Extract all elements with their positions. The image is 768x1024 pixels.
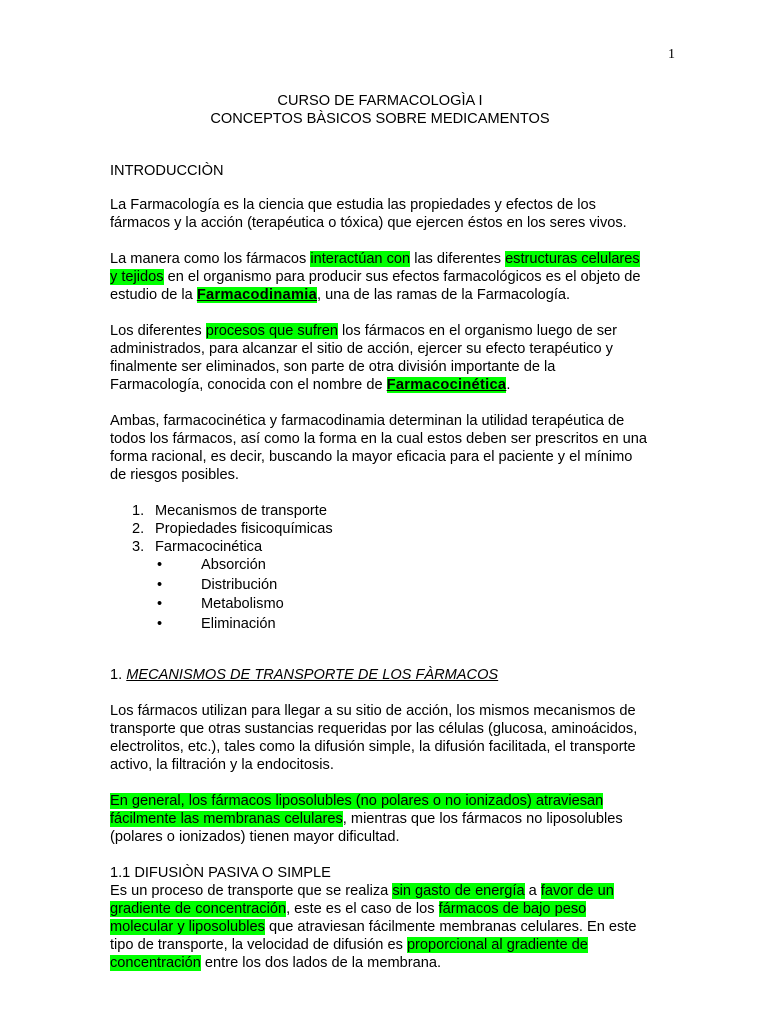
term-farmacodinamia: Farmacodinamia xyxy=(196,287,318,303)
list-item: • Metabolismo xyxy=(110,595,650,615)
highlight: estructuras celulares y tejidos xyxy=(110,251,640,285)
highlight: favor de un gradiente de concentración xyxy=(110,883,614,917)
bullet-icon: • xyxy=(157,557,163,573)
list-item: 1. Mecanismos de transporte xyxy=(132,503,327,519)
highlight: En general, los fármacos liposolubles (no polares o no ionizados) atraviesan fácilmente las membranas celulares xyxy=(110,793,604,827)
document-body xyxy=(110,92,650,972)
highlight: sin gasto de energía xyxy=(392,883,525,899)
list-item: • Absorción xyxy=(110,556,650,576)
section-1-paragraph-2: En general, los fármacos liposolubles (no polares o no ionizados) atraviesan fácilmente las membranas celulares, mientras que los fármacos no liposolubles (polares o ionizados) tienen mayor dificultad. xyxy=(110,793,623,845)
outline-sublist xyxy=(110,556,650,634)
highlight: procesos que sufren xyxy=(205,323,338,339)
bullet-icon: • xyxy=(157,576,163,593)
list-item: • Distribución xyxy=(110,576,650,596)
intro-paragraph-1: La Farmacología es la ciencia que estudia las propiedades y efectos de los fármacos y la acción (terapéutica o tóxica) que ejercen éstos en los seres vivos. xyxy=(110,197,627,231)
bullet-icon: • xyxy=(157,596,163,612)
course-title: CURSO DE FARMACOLOGÌA I xyxy=(277,93,483,109)
section-1-1-paragraph: Es un proceso de transporte que se realiza sin gasto de energía a favor de un gradiente de concentración, este es el caso de los fármacos de bajo peso molecular y liposolubles que atraviesan fácilmente membranas celulares. En este tipo de transporte, la velocidad de difusión es proporcional al gradiente de concentración entre los dos lados de la membrana. xyxy=(110,883,637,971)
intro-paragraph-3: Los diferentes procesos que sufren los fármacos en el organismo luego de ser administrados, para alcanzar el sitio de acción, ejercer su efecto terapéutico y finalmente ser eliminados, son parte de otra división importante de la Farmacología, conocida con el nombre de Farmacocinética. xyxy=(110,323,618,393)
term-farmacocinetica: Farmacocinética xyxy=(386,377,507,393)
highlight: fármacos de bajo peso molecular y liposolubles xyxy=(110,901,587,935)
intro-paragraph-4: Ambas, farmacocinética y farmacodinamia determinan la utilidad terapéutica de todos los fármacos, así como la forma en la cual estos deben ser prescritos en una forma racional, es decir, buscando la mayor eficacia para el paciente y el mínimo de riesgos posibles. xyxy=(110,413,647,483)
section-1-heading: 1. MECANISMOS DE TRANSPORTE DE LOS FÀRMACOS xyxy=(110,667,499,683)
document-subtitle: CONCEPTOS BÀSICOS SOBRE MEDICAMENTOS xyxy=(210,111,550,127)
highlight: interactúan con xyxy=(310,251,411,267)
intro-heading: INTRODUCCIÒN xyxy=(110,163,224,179)
outline-list xyxy=(110,502,650,556)
bullet-icon: • xyxy=(157,615,163,632)
section-1-1-heading: 1.1 DIFUSIÒN PASIVA O SIMPLE xyxy=(110,865,331,881)
list-item: 3. Farmacocinética xyxy=(132,539,263,555)
highlight: proporcional al gradiente de concentración xyxy=(110,937,588,971)
page-number: 1 xyxy=(668,47,675,62)
list-item: 2. Propiedades fisicoquímicas xyxy=(132,521,333,537)
section-1-paragraph-1: Los fármacos utilizan para llegar a su sitio de acción, los mismos mecanismos de transporte que otras sustancias requeridas por las células (glucosa, aminoácidos, electrolitos, etc.), tales como la difusión simple, la difusión facilitada, el transporte activo, la filtración y la endocitosis. xyxy=(110,703,638,773)
list-item: • Eliminación xyxy=(110,615,650,635)
intro-paragraph-2: La manera como los fármacos interactúan con las diferentes estructuras celulares y tejidos en el organismo para producir sus efectos farmacológicos es el objeto de estudio de la Farmacodinamia, una de las ramas de la Farmacología. xyxy=(110,251,641,303)
